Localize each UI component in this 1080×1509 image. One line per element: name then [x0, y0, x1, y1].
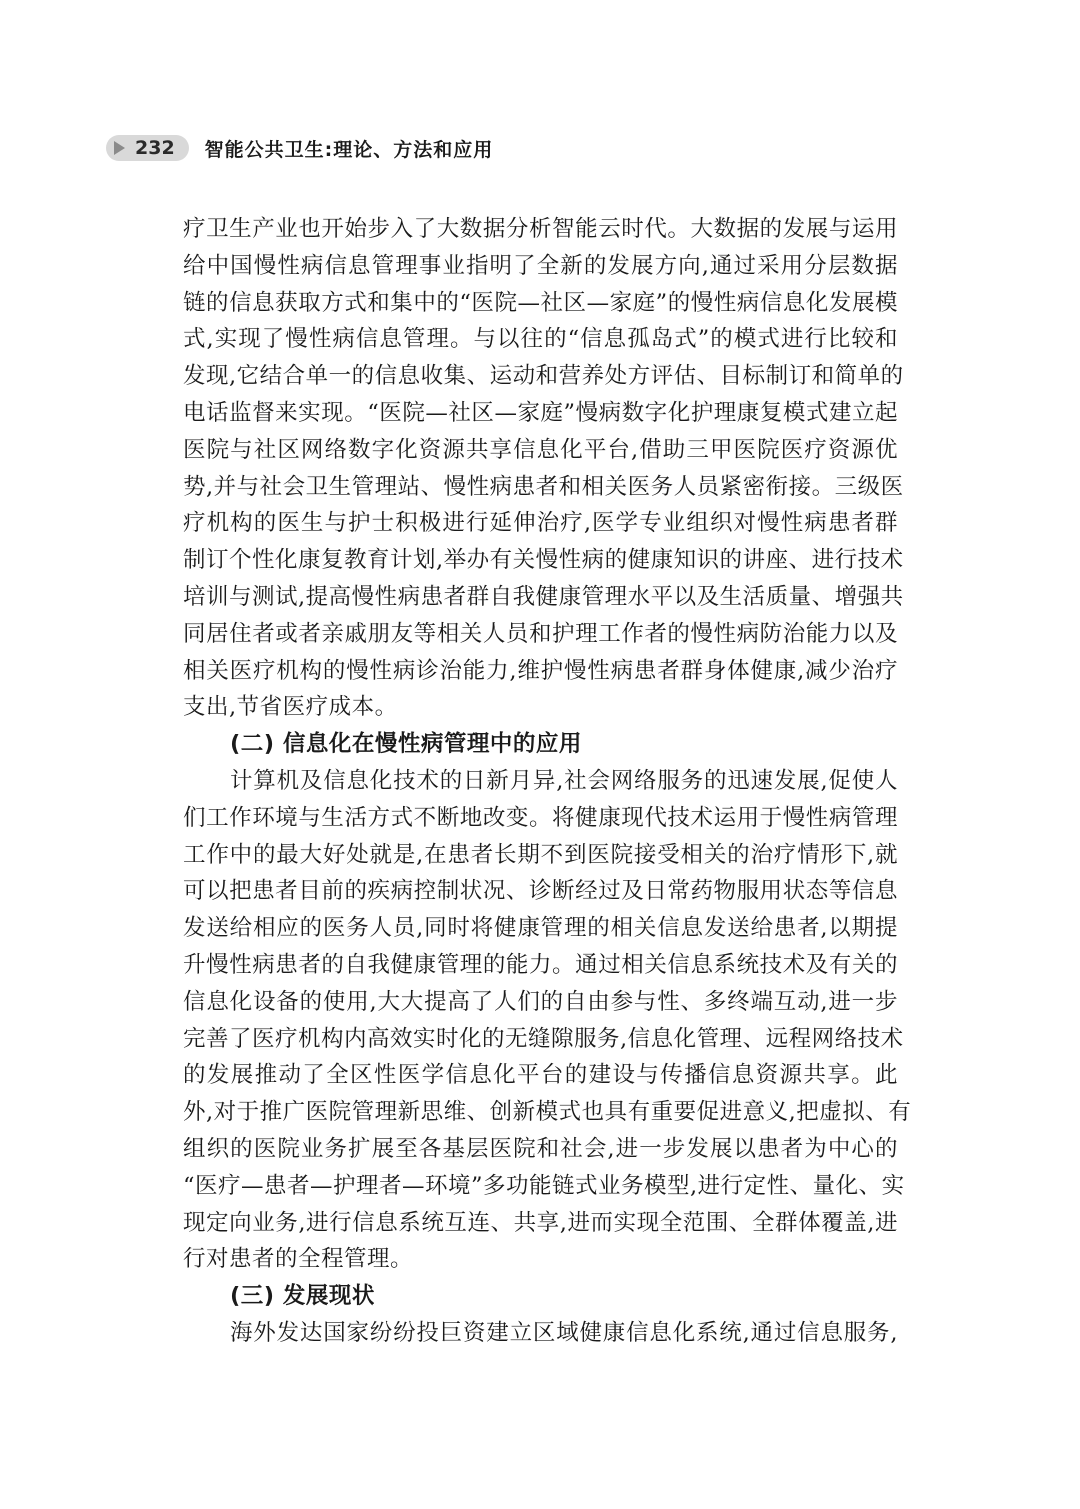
- text-line: “医疗—患者—护理者—环境”多功能链式业务模型,进行定性、量化、实: [183, 1172, 905, 1199]
- text-line: 信息化设备的使用,大大提高了人们的自由参与性、多终端互动,进一步: [183, 988, 898, 1015]
- text-line: 组织的医院业务扩展至各基层医院和社会,进一步发展以患者为中心的: [183, 1135, 898, 1162]
- text-line: 培训与测试,提高慢性病患者群自我健康管理水平以及生活质量、增强共: [183, 583, 904, 610]
- text-line: 发送给相应的医务人员,同时将健康管理的相关信息发送给患者,以期提: [183, 915, 898, 942]
- section-heading: (三) 发展现状: [230, 1283, 375, 1310]
- text-line: 电话监督来实现。“医院—社区—家庭”慢病数字化护理康复模式建立起: [183, 399, 898, 426]
- page-header: [106, 134, 493, 162]
- play-arrow-icon: [114, 141, 125, 155]
- text-line: 给中国慢性病信息管理事业指明了全新的发展方向,通过采用分层数据: [183, 252, 898, 279]
- text-line: 计算机及信息化技术的日新月异,社会网络服务的迅速发展,促使人: [230, 767, 898, 794]
- text-line: 的发展推动了全区性医学信息化平台的建设与传播信息资源共享。此: [183, 1062, 898, 1089]
- page-number-badge: [106, 135, 189, 161]
- text-line: 制订个性化康复教育计划,举办有关慢性病的健康知识的讲座、进行技术: [183, 547, 904, 574]
- page-number: 232: [135, 137, 175, 159]
- text-line: 行对患者的全程管理。: [183, 1246, 414, 1273]
- book-title: 智能公共卫生:理论、方法和应用: [204, 138, 494, 161]
- text-line: 疗机构的医生与护士积极进行延伸治疗,医学专业组织对慢性病患者群: [183, 510, 898, 537]
- text-line: 可以把患者目前的疾病控制状况、诊断经过及日常药物服用状态等信息: [183, 878, 898, 905]
- section-heading: (二) 信息化在慢性病管理中的应用: [230, 731, 582, 758]
- text-line: 发现,它结合单一的信息收集、运动和营养处方评估、目标制订和简单的: [183, 363, 904, 390]
- text-line: 海外发达国家纷纷投巨资建立区域健康信息化系统,通过信息服务,: [230, 1319, 898, 1346]
- text-line: 支出,节省医疗成本。: [183, 694, 398, 721]
- text-line: 现定向业务,进行信息系统互连、共享,进而实现全范围、全群体覆盖,进: [183, 1209, 898, 1236]
- text-line: 医院与社区网络数字化资源共享信息化平台,借助三甲医院医疗资源优: [183, 436, 898, 463]
- text-line: 升慢性病患者的自我健康管理的能力。通过相关信息系统技术及有关的: [183, 951, 898, 978]
- text-line: 势,并与社会卫生管理站、慢性病患者和相关医务人员紧密衔接。三级医: [183, 473, 904, 500]
- text-line: 们工作环境与生活方式不断地改变。将健康现代技术运用于慢性病管理: [183, 804, 898, 831]
- body-text: [183, 211, 912, 1352]
- text-line: 工作中的最大好处就是,在患者长期不到医院接受相关的治疗情形下,就: [183, 841, 898, 868]
- text-line: 式,实现了慢性病信息管理。与以往的“信息孤岛式”的模式进行比较和: [183, 326, 898, 353]
- text-line: 完善了医疗机构内高效实时化的无缝隙服务,信息化管理、远程网络技术: [183, 1025, 904, 1052]
- text-line: 链的信息获取方式和集中的“医院—社区—家庭”的慢性病信息化发展模: [183, 289, 898, 316]
- text-line: 同居住者或者亲戚朋友等相关人员和护理工作者的慢性病防治能力以及: [183, 620, 898, 647]
- text-line: 相关医疗机构的慢性病诊治能力,维护慢性病患者群身体健康,减少治疗: [183, 657, 898, 684]
- text-line: 外,对于推广医院管理新思维、创新模式也具有重要促进意义,把虚拟、有: [183, 1099, 912, 1126]
- text-line: 疗卫生产业也开始步入了大数据分析智能云时代。大数据的发展与运用: [183, 216, 898, 242]
